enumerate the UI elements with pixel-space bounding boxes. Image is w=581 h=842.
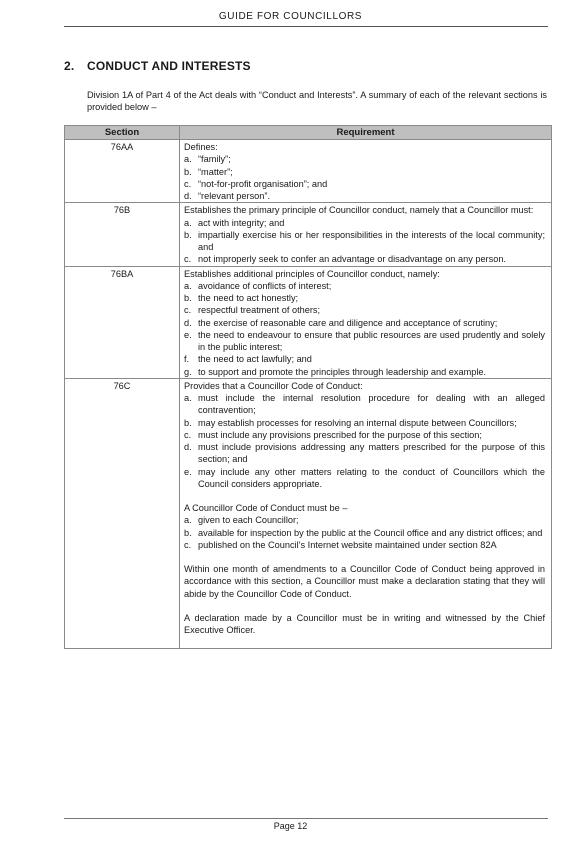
section-cell: 76B bbox=[65, 203, 180, 266]
table-row bbox=[65, 378, 552, 649]
list-letter: a. bbox=[184, 280, 192, 291]
list-text: impartially exercise his or her responsibilities in the interests of the local community; and bbox=[198, 229, 545, 252]
declaration-paragraph: Within one month of amendments to a Councillor Code of Conduct being approved in accordance with this section, a Councillor must make a declaration stating that they will abide by the Councillor Code of Conduct. bbox=[184, 564, 545, 599]
list-item bbox=[184, 366, 545, 378]
list-item bbox=[184, 304, 545, 316]
intro-paragraph: Division 1A of Part 4 of the Act deals with “Conduct and Interests”. A summary of each of the relevant sections is provided below – bbox=[87, 90, 547, 112]
list-letter: f. bbox=[184, 354, 190, 365]
requirement-cell bbox=[180, 140, 552, 203]
section-heading bbox=[64, 59, 251, 73]
section-title: CONDUCT AND INTERESTS bbox=[87, 59, 251, 73]
list-letter: a. bbox=[184, 393, 192, 403]
list-letter: d. bbox=[184, 442, 192, 452]
list-letter: d. bbox=[184, 191, 192, 201]
list-text: the need to act honestly; bbox=[198, 293, 299, 303]
list-text: act with integrity; and bbox=[198, 217, 285, 228]
list-text: avoidance of conflicts of interest; bbox=[198, 280, 332, 291]
running-header: GUIDE FOR COUNCILLORS bbox=[218, 11, 363, 22]
list-text: must include any provisions prescribed for the purpose of this section; bbox=[198, 429, 482, 440]
list-item bbox=[184, 466, 545, 491]
requirements-table-container bbox=[64, 125, 552, 649]
list-item bbox=[184, 441, 545, 466]
list-letter: c. bbox=[184, 305, 192, 316]
list-item bbox=[184, 292, 545, 304]
list-text: not improperly seek to confer an advantage or disadvantage on any person. bbox=[198, 254, 506, 265]
list-text: to support and promote the principles through leadership and example. bbox=[198, 366, 487, 377]
requirement-lead: Defines: bbox=[184, 142, 218, 152]
requirement-lead: Provides that a Councillor Code of Conduct: bbox=[184, 380, 363, 391]
column-header-requirement: Requirement bbox=[180, 126, 552, 140]
list-letter: g. bbox=[184, 366, 192, 377]
list-text: the need to endeavour to ensure that public resources are used prudently and solely in the public interest; bbox=[198, 329, 545, 352]
list-text: must include provisions addressing any matters prescribed for the purpose of this section; and bbox=[198, 442, 545, 465]
list-text: the exercise of reasonable care and diligence and acceptance of scrutiny; bbox=[198, 317, 498, 328]
section-cell: 76AA bbox=[65, 140, 180, 203]
list-text: may include any other matters relating to the conduct of Councillors which the Council considers appropriate. bbox=[198, 466, 545, 489]
list-text: the need to act lawfully; and bbox=[198, 354, 312, 365]
list-letter: c. bbox=[184, 178, 192, 189]
witness-paragraph: A declaration made by a Councillor must be in writing and witnessed by the Chief Executive Officer. bbox=[184, 612, 545, 635]
list-item bbox=[184, 527, 545, 539]
table-row bbox=[65, 203, 552, 266]
list-item bbox=[184, 229, 545, 254]
list-item bbox=[184, 353, 545, 365]
list-text: given to each Councillor; bbox=[198, 515, 299, 526]
table-row bbox=[65, 140, 552, 203]
list-text: published on the Council’s Internet website maintained under section 82A bbox=[198, 539, 497, 550]
list-text: must include the internal resolution procedure for dealing with an alleged contravention; bbox=[198, 393, 545, 416]
requirement-lead: Establishes additional principles of Councillor conduct, namely: bbox=[184, 268, 440, 279]
requirement-lead: Establishes the primary principle of Councillor conduct, namely that a Councillor must: bbox=[184, 205, 534, 216]
requirements-table bbox=[64, 125, 552, 649]
list-letter: a. bbox=[184, 154, 192, 165]
list-text: “not-for-profit organisation”; and bbox=[198, 178, 328, 189]
cell-bottom-spacer bbox=[184, 636, 545, 648]
list-item bbox=[184, 417, 545, 429]
list-letter: e. bbox=[184, 466, 192, 477]
list-letter: e. bbox=[184, 329, 192, 340]
list-item bbox=[184, 190, 545, 202]
list-item bbox=[184, 153, 545, 165]
footer-divider bbox=[64, 818, 548, 819]
list-text: “matter”; bbox=[198, 166, 233, 177]
list-letter: c. bbox=[184, 539, 192, 550]
requirement-lead-secondary: A Councillor Code of Conduct must be – bbox=[184, 503, 348, 513]
list-text: “family”; bbox=[198, 154, 231, 165]
list-letter: c. bbox=[184, 254, 192, 265]
list-letter: b. bbox=[184, 527, 192, 538]
list-item bbox=[184, 392, 545, 417]
header-divider bbox=[64, 26, 548, 27]
list-letter: c. bbox=[184, 429, 192, 440]
list-item bbox=[184, 178, 545, 190]
list-item bbox=[184, 217, 545, 229]
section-cell: 76BA bbox=[65, 266, 180, 378]
list-item bbox=[184, 317, 545, 329]
list-letter: d. bbox=[184, 317, 192, 328]
list-text: may establish processes for resolving an internal dispute between Councillors; bbox=[198, 417, 517, 428]
requirement-cell bbox=[180, 378, 552, 649]
list-letter: b. bbox=[184, 229, 192, 240]
table-row bbox=[65, 266, 552, 378]
page-number: Page 12 bbox=[273, 821, 308, 831]
list-item bbox=[184, 429, 545, 441]
section-number: 2. bbox=[64, 59, 75, 73]
list-item bbox=[184, 539, 545, 551]
list-text: available for inspection by the public at the Council office and any district offices; and bbox=[198, 527, 543, 538]
list-text: respectful treatment of others; bbox=[198, 305, 321, 316]
requirement-cell bbox=[180, 266, 552, 378]
list-item bbox=[184, 329, 545, 354]
list-letter: a. bbox=[184, 217, 192, 228]
list-letter: b. bbox=[184, 293, 192, 303]
list-letter: b. bbox=[184, 417, 192, 428]
requirement-cell bbox=[180, 203, 552, 266]
list-text: “relevant person”. bbox=[198, 191, 271, 201]
list-item bbox=[184, 253, 545, 265]
column-header-section: Section bbox=[65, 126, 180, 140]
list-item bbox=[184, 280, 545, 292]
table-header-row bbox=[65, 126, 552, 140]
list-item bbox=[184, 166, 545, 178]
section-cell: 76C bbox=[65, 378, 180, 649]
list-item bbox=[184, 514, 545, 526]
list-letter: a. bbox=[184, 515, 192, 526]
list-letter: b. bbox=[184, 166, 192, 177]
